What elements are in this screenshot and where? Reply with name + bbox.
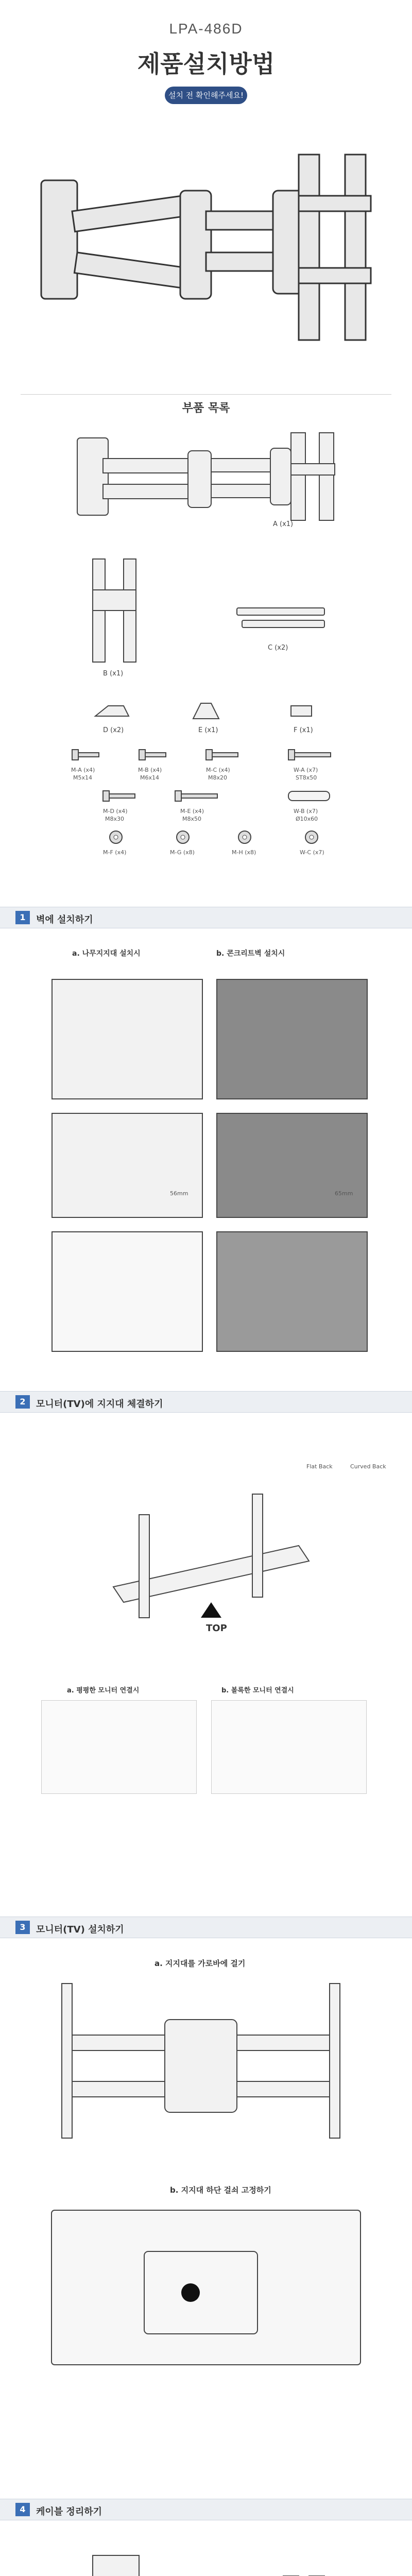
curved-monitor-panel xyxy=(211,1700,367,1794)
page-title: 제품설치방법 xyxy=(137,50,275,78)
parts-title: 부품 목록 xyxy=(182,402,230,415)
mc-label: M-C (x4) xyxy=(206,767,230,773)
wood-wall-panel-2 xyxy=(52,1113,203,1218)
mc-spec: M8x20 xyxy=(208,774,227,781)
ma-spec: M5x14 xyxy=(73,774,92,781)
wc-label: W-C (x7) xyxy=(300,849,324,856)
step1-a-title: a. 나무지지대 설치시 xyxy=(72,950,141,958)
top-arrow-label: TOP xyxy=(206,1623,227,1634)
part-b-illustration xyxy=(82,559,144,667)
mb-spec: M6x14 xyxy=(140,774,159,781)
step2-b-caption: b. 볼록한 모니터 연결시 xyxy=(221,1687,294,1694)
washer-mg-icon xyxy=(175,829,191,845)
lock-bracket-illustration xyxy=(41,2205,371,2375)
anchor-wb-icon xyxy=(288,788,335,804)
part-a-label: A (x1) xyxy=(273,520,294,528)
hang-bracket-illustration xyxy=(41,1978,371,2148)
parts-divider xyxy=(21,394,391,395)
section-number: 4 xyxy=(15,2503,30,2516)
screw-wa-icon xyxy=(288,747,335,762)
cable-management-illustration xyxy=(62,2545,350,2576)
dim-label-1: 56mm xyxy=(170,1190,188,1197)
concrete-wall-panel xyxy=(216,979,368,1099)
screw-ma-icon xyxy=(72,747,103,762)
section-title: 케이블 정리하기 xyxy=(36,2506,102,2517)
section-title: 모니터(TV) 설치하기 xyxy=(36,1924,124,1935)
mf-label: M-F (x4) xyxy=(103,849,127,856)
md-spec: M8x30 xyxy=(105,816,124,822)
ma-label: M-A (x4) xyxy=(71,767,95,773)
section-number: 1 xyxy=(15,911,30,924)
part-d-label: D (x2) xyxy=(103,726,124,734)
screw-me-icon xyxy=(175,788,221,804)
wood-wall-panel-3 xyxy=(52,1231,203,1352)
curved-back-label: Curved Back xyxy=(350,1463,386,1470)
part-f-label: F (x1) xyxy=(294,726,313,734)
mg-label: M-G (x8) xyxy=(170,849,195,856)
part-e-label: E (x1) xyxy=(198,726,218,734)
me-label: M-E (x4) xyxy=(180,808,204,815)
washer-mh-icon xyxy=(237,829,252,845)
section-title: 모니터(TV)에 지지대 체결하기 xyxy=(36,1399,163,1410)
part-e-illustration xyxy=(191,701,221,721)
section-number: 3 xyxy=(15,1921,30,1934)
hero-mount-illustration xyxy=(31,134,381,361)
concrete-wall-panel-3 xyxy=(216,1231,368,1352)
screw-md-icon xyxy=(103,788,139,804)
section-bar-2 xyxy=(0,1391,412,1413)
part-f-illustration xyxy=(286,701,317,721)
md-label: M-D (x4) xyxy=(103,808,128,815)
step3-a-caption: a. 지지대를 가로바에 걸기 xyxy=(154,1959,246,1968)
mh-label: M-H (x8) xyxy=(232,849,256,856)
step1-b-title: b. 콘크리트벽 설치시 xyxy=(216,950,285,958)
flat-back-label: Flat Back xyxy=(306,1463,333,1470)
washer-wc-icon xyxy=(304,829,319,845)
step3-b-caption: b. 지지대 하단 걸쇠 고정하기 xyxy=(170,2185,271,2195)
part-a-illustration xyxy=(72,428,340,526)
model-number: LPA-486D xyxy=(169,21,243,37)
wb-label: W-B (x7) xyxy=(294,808,318,815)
wa-label: W-A (x7) xyxy=(294,767,318,773)
section-bar-1 xyxy=(0,907,412,928)
section-title: 벽에 설치하기 xyxy=(36,914,93,925)
step2-a-caption: a. 평평한 모니터 연결시 xyxy=(67,1687,140,1694)
part-b-label: B (x1) xyxy=(103,670,124,677)
screw-mb-icon xyxy=(139,747,170,762)
part-c-illustration xyxy=(237,603,330,634)
section-number: 2 xyxy=(15,1395,30,1409)
section-bar-4 xyxy=(0,2499,412,2520)
section-bar-3 xyxy=(0,1917,412,1938)
part-d-illustration xyxy=(93,701,134,721)
wa-spec: ST8x50 xyxy=(296,774,317,781)
flat-monitor-panel xyxy=(41,1700,197,1794)
wood-wall-panel xyxy=(52,979,203,1099)
part-c-label: C (x2) xyxy=(268,644,288,652)
me-spec: M8x50 xyxy=(182,816,201,822)
dim-label-2: 65mm xyxy=(335,1190,353,1197)
screw-mc-icon xyxy=(206,747,242,762)
wb-spec: Ø10x60 xyxy=(296,816,318,822)
washer-mf-icon xyxy=(108,829,124,845)
concrete-wall-panel-2 xyxy=(216,1113,368,1218)
notice-pill: 설치 전 확인해주세요! xyxy=(165,87,247,104)
mb-label: M-B (x4) xyxy=(138,767,162,773)
